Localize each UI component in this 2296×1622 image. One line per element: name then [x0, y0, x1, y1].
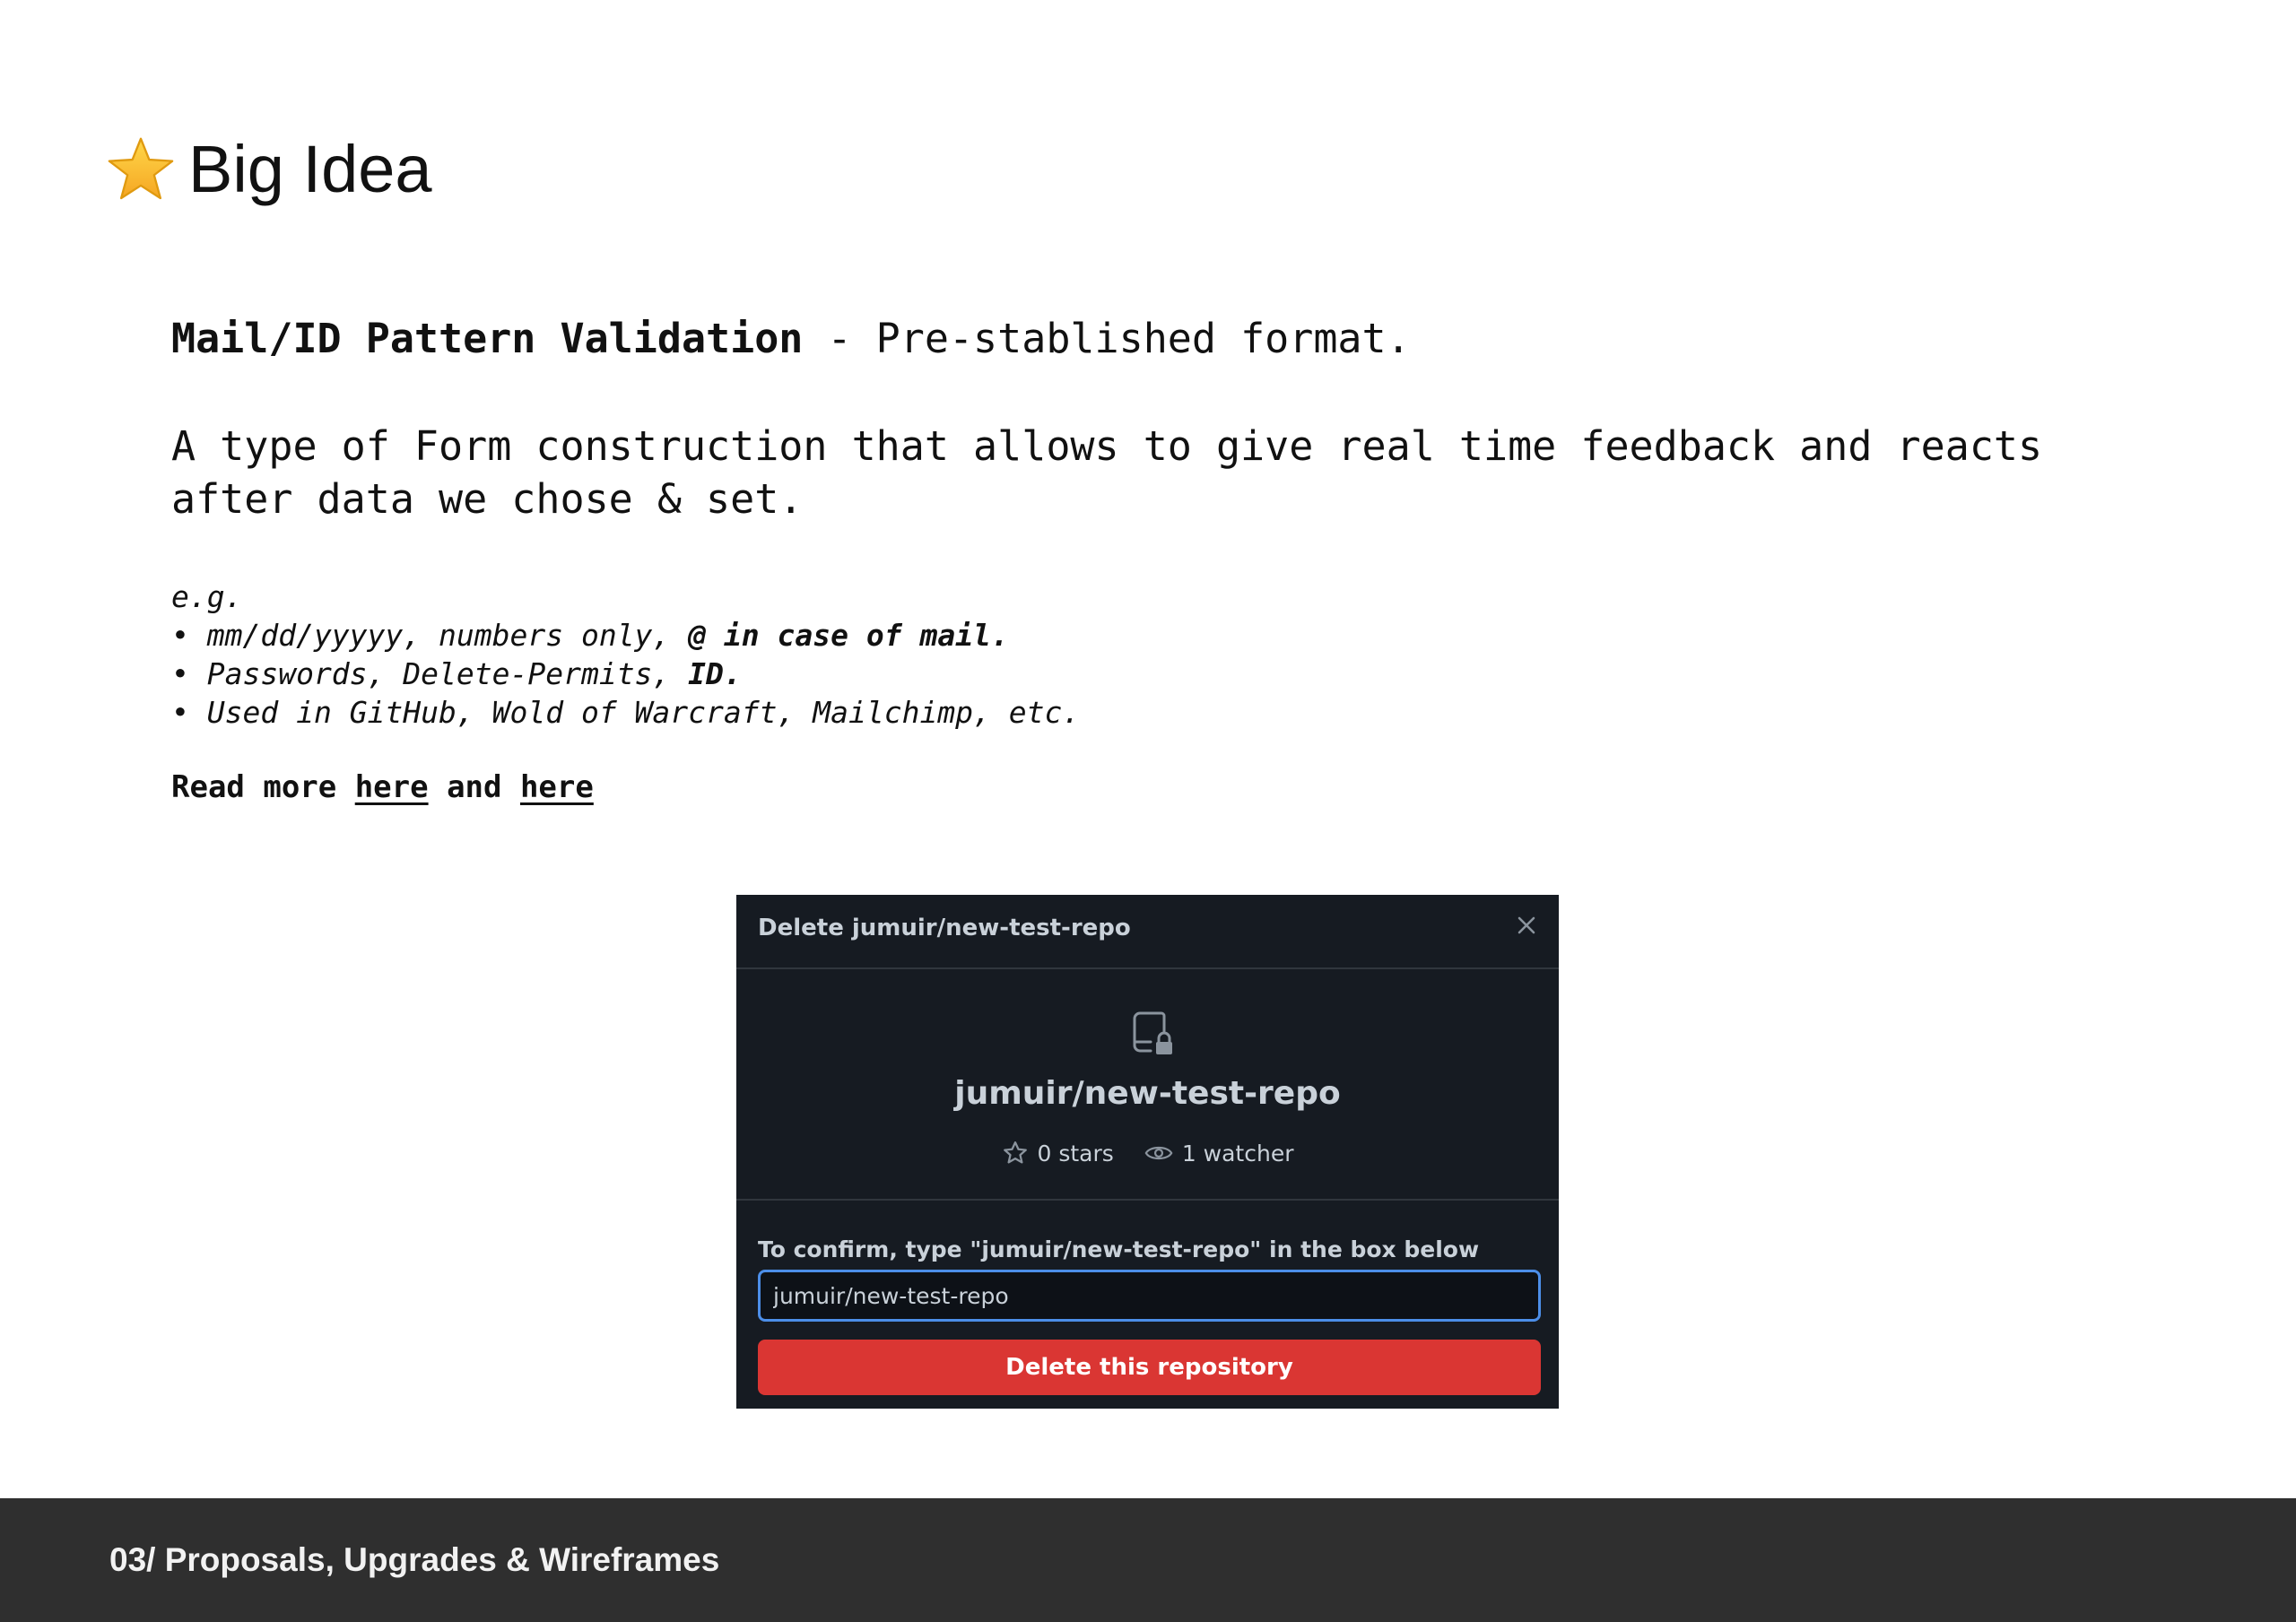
- read-more-link-1[interactable]: here: [354, 769, 429, 805]
- example-text: • Passwords, Delete-Permits,: [171, 656, 689, 691]
- pattern-heading-strong: Mail/ID Pattern Validation: [171, 315, 804, 362]
- star-icon: [106, 134, 176, 204]
- examples-label: e.g.: [171, 579, 243, 614]
- page-header: [106, 134, 432, 204]
- footer-section-label: 03/ Proposals, Upgrades & Wireframes: [109, 1541, 720, 1578]
- watchers-stat: [1144, 1140, 1294, 1167]
- example-strong: ID.: [688, 656, 742, 691]
- footer-bar: [0, 1498, 2296, 1622]
- example-text: • mm/dd/yyyyy, numbers only,: [171, 618, 689, 653]
- read-more-middle: and: [428, 769, 520, 805]
- content-section: [171, 314, 2144, 807]
- example-text: • Used in GitHub, Wold of Warcraft, Mailchimp, etc.: [171, 695, 1081, 730]
- example-item: [171, 693, 2144, 732]
- repo-summary: [736, 969, 1559, 1201]
- close-icon: [1517, 915, 1536, 935]
- pattern-heading: [171, 314, 2144, 364]
- delete-repo-dialog: [736, 895, 1559, 1409]
- example-strong: @ in case of mail.: [688, 618, 1009, 653]
- example-item: [171, 616, 2144, 655]
- delete-repository-button[interactable]: Delete this repository: [758, 1340, 1541, 1395]
- dialog-header: [736, 895, 1559, 969]
- confirm-input[interactable]: [758, 1270, 1541, 1322]
- confirm-label: To confirm, type "jumuir/new-test-repo" in the box below: [758, 1236, 1480, 1262]
- pattern-heading-rest: - Pre-stablished format.: [803, 315, 1411, 362]
- stars-stat: [1002, 1140, 1114, 1167]
- page-title: Big Idea: [188, 132, 432, 206]
- repo-name: jumuir/new-test-repo: [954, 1075, 1341, 1112]
- read-more-prefix: Read more: [171, 769, 355, 805]
- eye-icon: [1144, 1140, 1173, 1167]
- example-item: [171, 655, 2144, 693]
- repo-locked-icon: [1131, 1010, 1174, 1056]
- star-outline-icon: [1002, 1140, 1029, 1167]
- read-more-link-2[interactable]: here: [519, 769, 594, 805]
- repo-stats: [736, 1140, 1559, 1167]
- read-more: [171, 768, 2144, 807]
- watchers-count: 1 watcher: [1181, 1140, 1294, 1167]
- close-button[interactable]: [1509, 907, 1544, 943]
- pattern-description: A type of Form construction that allows to give real time feedback and reacts after data we chose & set.: [171, 422, 2043, 523]
- dialog-title: Delete jumuir/new-test-repo: [758, 915, 1131, 941]
- stars-count: 0 stars: [1037, 1140, 1114, 1167]
- examples-list: [171, 577, 2144, 732]
